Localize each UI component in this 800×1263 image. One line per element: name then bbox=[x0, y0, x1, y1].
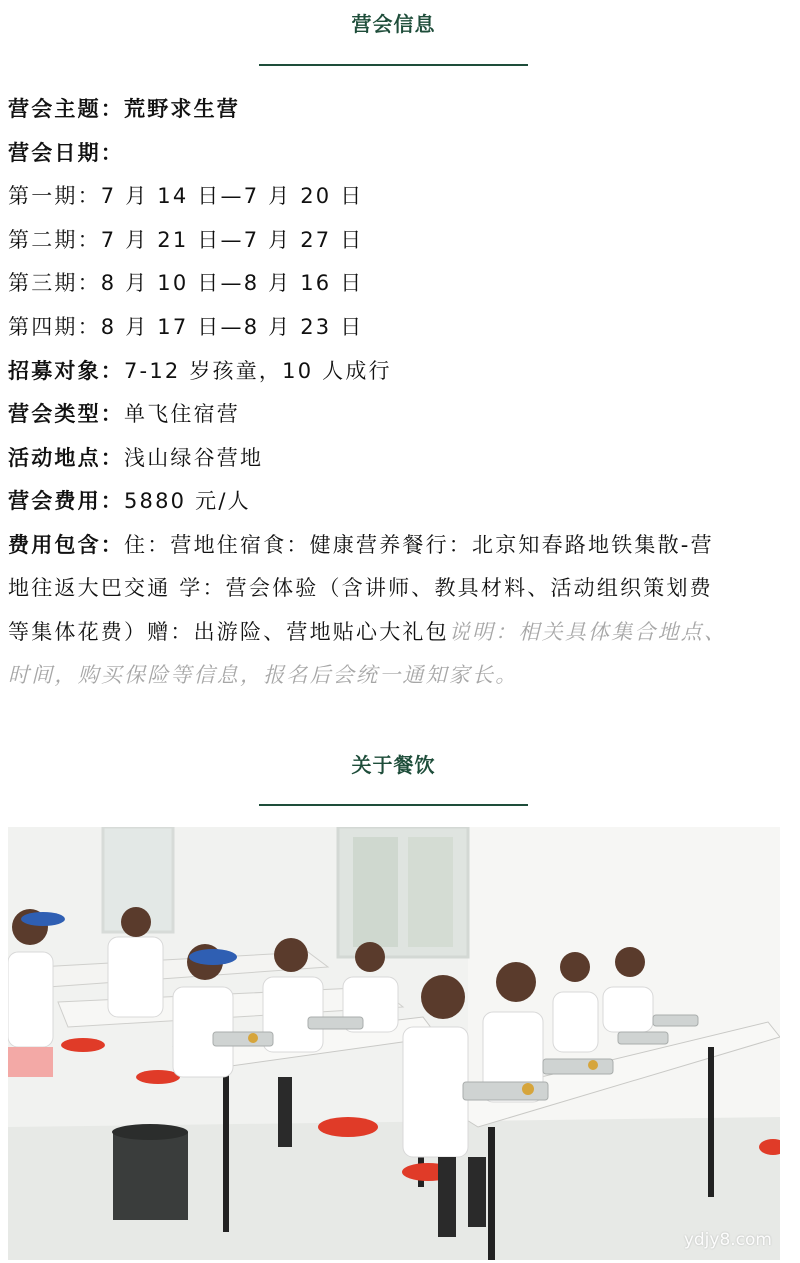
camp-theme bbox=[8, 94, 240, 124]
camp-note-part1: 说明：相关具体集合地点、 bbox=[448, 620, 728, 644]
camp-theme-value: 荒野求生营 bbox=[124, 97, 240, 121]
camp-type bbox=[8, 399, 240, 429]
period-1: 第一期：7 月 14 日—7 月 20 日 bbox=[8, 184, 364, 208]
camp-type-value: 单飞住宿营 bbox=[124, 402, 240, 426]
period-3: 第三期：8 月 10 日—8 月 16 日 bbox=[8, 271, 364, 295]
photo-watermark: ydjy8.com bbox=[683, 1230, 772, 1250]
camp-includes-line3 bbox=[8, 617, 727, 647]
camp-fee-value: 5880 元/人 bbox=[124, 489, 251, 513]
period-4: 第四期：8 月 17 日—8 月 23 日 bbox=[8, 315, 364, 339]
camp-includes-text1: 住：营地住宿食：健康营养餐行：北京知春路地铁集散-营 bbox=[124, 533, 714, 557]
camp-dates bbox=[8, 138, 124, 168]
camp-theme-label: 营会主题： bbox=[8, 97, 124, 121]
period-2: 第二期：7 月 21 日—7 月 27 日 bbox=[8, 228, 364, 252]
camp-fee-label: 营会费用： bbox=[8, 489, 124, 513]
camp-location bbox=[8, 443, 263, 473]
camp-target-value: 7-12 岁孩童，10 人成行 bbox=[124, 359, 392, 383]
dining-photo-illustration bbox=[8, 827, 780, 1260]
camp-location-label: 活动地点： bbox=[8, 446, 124, 470]
title-divider bbox=[259, 64, 528, 66]
camp-location-value: 浅山绿谷营地 bbox=[124, 446, 264, 470]
camp-includes-line1 bbox=[8, 530, 714, 560]
camp-target bbox=[8, 356, 392, 386]
camp-note-part2: 时间，购买保险等信息，报名后会统一通知家长。 bbox=[8, 663, 519, 687]
camp-includes-label: 费用包含： bbox=[8, 533, 124, 557]
section-title-camp-info: 营会信息 bbox=[351, 12, 436, 36]
camp-dates-label: 营会日期： bbox=[8, 141, 124, 165]
camp-target-label: 招募对象： bbox=[8, 359, 124, 383]
camp-includes-line2: 地往返大巴交通 学：营会体验（含讲师、教具材料、活动组织策划费 bbox=[8, 576, 713, 600]
camp-fee bbox=[8, 486, 251, 516]
section-title-dining: 关于餐饮 bbox=[351, 753, 436, 777]
dining-photo bbox=[8, 827, 780, 1260]
camp-includes-text3: 等集体花费）赠：出游险、营地贴心大礼包 bbox=[8, 620, 449, 644]
title-divider bbox=[259, 804, 528, 806]
camp-type-label: 营会类型： bbox=[8, 402, 124, 426]
